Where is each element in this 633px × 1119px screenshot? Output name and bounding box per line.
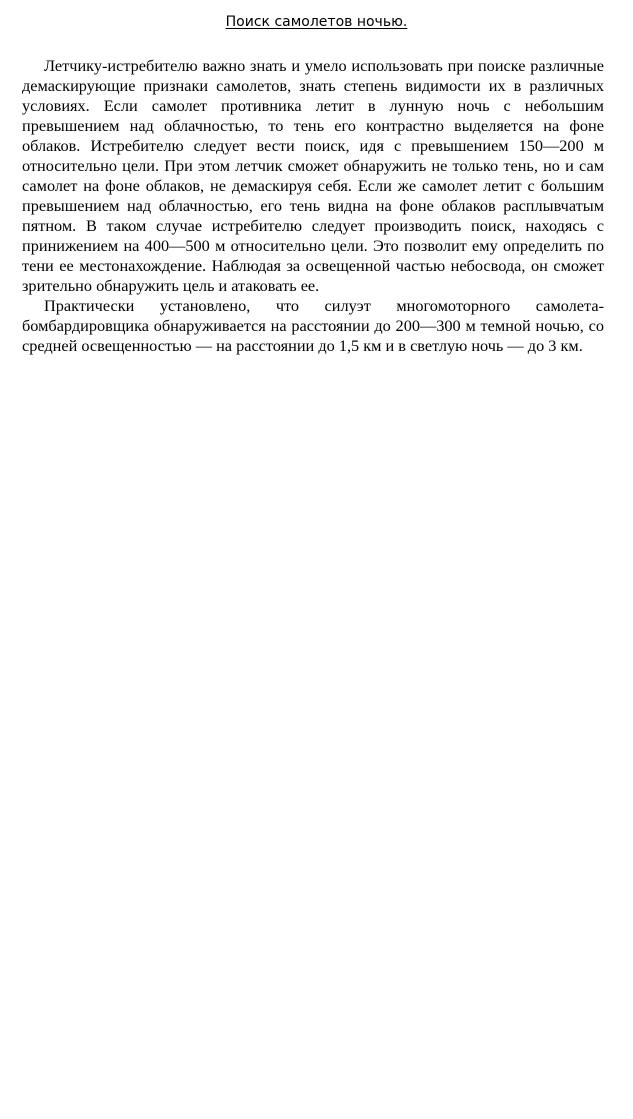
document-body xyxy=(22,56,604,356)
paragraph-night-search: Летчику-истребителю важно знать и умело использовать при поиске различные демаскирующие признаки самолетов, знать степень видимости их в различных условиях. Если самолет противника летит в лунную ночь с небольшим превышением над облачностью, то тень его контрастно выделяется на фоне облаков. Истребителю следует вести поиск, идя с превышением 150—200 м относительно цели. При этом летчик сможет обнаружить не только тень, но и сам самолет на фоне облаков, не демаскируя себя. Если же самолет летит с большим превышением над облачностью, его тень видна на фоне облаков расплывчатым пятном. В таком случае истребителю следует производить поиск, находясь с принижением на 400—500 м относительно цели. Это позволит ему определить по тени ее местонахождение. Наблюдая за освещенной частью небосвода, он сможет зрительно обнаружить цель и атаковать ее. xyxy=(22,56,604,295)
paragraph-detection-range: Практически установлено, что силуэт многомоторного самолета-бомбардировщика обнаруживается на расстоянии до 200—300 м темной ночью, со средней освещенностью — на расстоянии до 1,5 км и в светлую ночь — до 3 км. xyxy=(22,296,604,355)
document-title: Поиск самолетов ночью. xyxy=(225,14,408,30)
